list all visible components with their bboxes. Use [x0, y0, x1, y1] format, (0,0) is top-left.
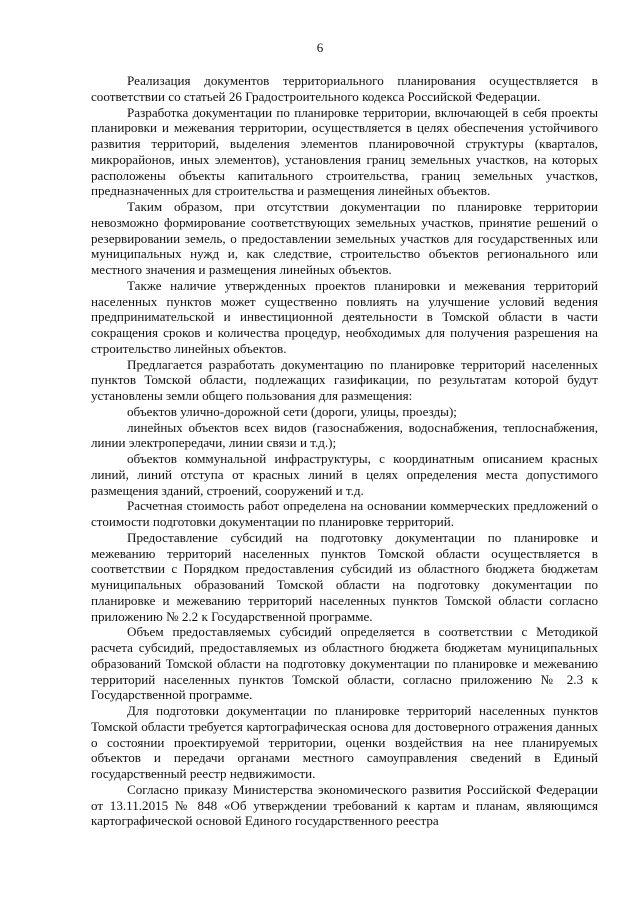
document-body	[91, 73, 598, 829]
paragraph-cartographic-basis: Для подготовки документации по планировке территорий населенных пунктов Томской области требуется картографическая основа для достоверного отражения данных о состоянии проектируемой территории, оценки воздействия на нее планируемых объектов и передачи органами местного самоуправления сведений в Единый государственный реестр недвижимости.	[91, 703, 598, 781]
paragraph-cost-estimate: Расчетная стоимость работ определена на основании коммерческих предложений о стоимости подготовки документации по планировке территорий.	[91, 498, 598, 529]
paragraph-approved-projects: Также наличие утвержденных проектов планировки и межевания территорий населенных пунктов может существенно повлиять на улучшение условий ведения предпринимательской и инвестиционной деятельности в Томской области в части сокращения сроков и количества процедур, необходимых для получения разрешения на строительство линейных объектов.	[91, 277, 598, 356]
paragraph-consequence: Таким образом, при отсутствии документации по планировке территории невозможно формирование соответствующих земельных участков, принятие решений о резервировании земель, о предоставлении земельных участков для государственных или муниципальных нужд и, как следствие, строительство объектов регионального или местного значения и размещения линейных объектов.	[91, 199, 598, 277]
paragraph-development: Разработка документации по планировке территории, включающей в себя проекты планировки и межевания территории, осуществляется в целях обеспечения устойчивого развития территорий, выделения элементов планировочной структуры (кварталов, микрорайонов, иных элементов), установления границ земельных участков, на которых расположены объекты капитального строительства, границ земельных участков, предназначенных для строительства и размещения линейных объектов.	[91, 104, 598, 199]
list-item-road-network: объектов улично-дорожной сети (дороги, улицы, проезды);	[127, 403, 457, 419]
page-number: 6	[316, 40, 324, 55]
paragraph-ministry-order: Согласно приказу Министерства экономического развития Российской Федерации от 13.11.2015 № 848 «Об утверждении требований к картам и планам, являющимся картографической основой Единого государственного реестра	[91, 781, 598, 829]
paragraph-subsidies-procedure: Предоставление субсидий на подготовку документации по планировке и межеванию территорий населенных пунктов Томской области осуществляется в соответствии с Порядком предоставления субсидий из областного бюджета бюджетам муниципальных образований Томской области на подготовку документации по планировке и межеванию территорий населенных пунктов Томской области согласно приложению № 2.2 к Государственной программе.	[91, 529, 598, 624]
list-item-utility-infrastructure: объектов коммунальной инфраструктуры, с координатным описанием красных линий, линий отступа от красных линий в целях определения места допустимого размещения зданий, строений, сооружений и т.д.	[91, 451, 598, 498]
paragraph-subsidies-volume: Объем предоставляемых субсидий определяется в соответствии с Методикой расчета субсидий, предоставляемых из областного бюджета бюджетам муниципальных образований Томской области на подготовку документации по планировке и межеванию территорий населенных пунктов Томской области, согласно приложению № 2.3 к Государственной программе.	[91, 624, 598, 703]
list-item-linear-objects: линейных объектов всех видов (газоснабжения, водоснабжения, теплоснабжения, линии электропередачи, линии связи и т.д.);	[91, 419, 598, 451]
paragraph-proposal: Предлагается разработать документацию по планировке территорий населенных пунктов Томской области, подлежащих газификации, по результатам которой будут установлены земли общего пользования для размещения:	[91, 356, 598, 403]
paragraph-implementation: Реализация документов территориального планирования осуществляется в соответствии со статьей 26 Градостроительного кодекса Российской Федерации.	[91, 73, 598, 104]
